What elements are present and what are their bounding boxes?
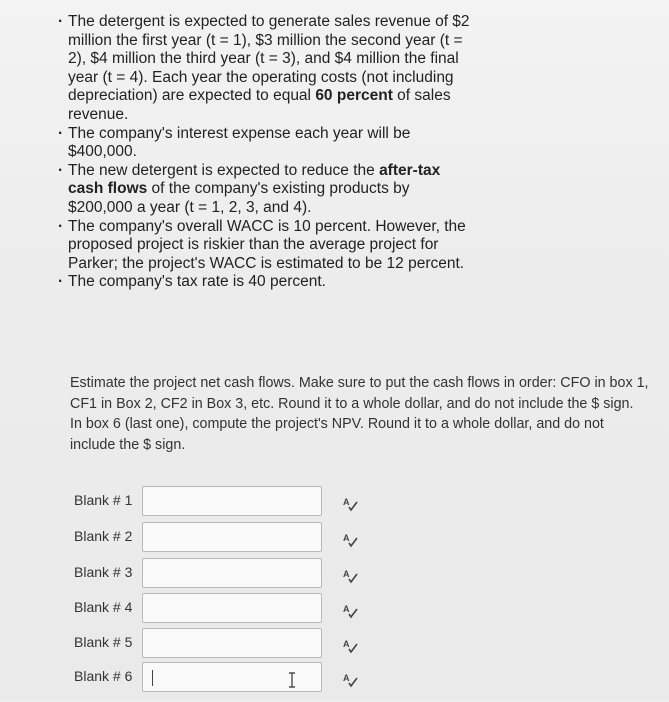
blank-label: Blank # 1: [74, 492, 133, 508]
blank-label: Blank # 2: [74, 528, 133, 544]
bullet-dot: [58, 162, 63, 181]
blank-row-6: [74, 668, 374, 702]
bullet-dot: [58, 125, 63, 144]
blank-label: Blank # 5: [74, 634, 133, 650]
question-instructions: [70, 373, 650, 455]
blank-input-1[interactable]: [142, 486, 322, 516]
blank-label: Blank # 3: [74, 564, 133, 580]
bullet-revenue: [58, 13, 478, 125]
bullet-dot: [58, 13, 63, 32]
spellcheck-icon[interactable]: [342, 672, 360, 690]
spellcheck-icon[interactable]: [342, 638, 360, 656]
blank-row-1: [74, 492, 374, 526]
bullet-interest: [58, 125, 478, 162]
blank-input-4[interactable]: [142, 593, 322, 623]
blank-row-2: [74, 528, 374, 562]
i-beam-cursor-icon: [286, 672, 298, 688]
bullet-text: The company's interest expense each year will be $400,000.: [68, 124, 411, 161]
blank-input-3[interactable]: [142, 558, 322, 588]
bullet-text: The company's overall WACC is 10 percent. However, the proposed project is riskier than the average project for Parker; the project's WACC is estimated to be 12 percent.: [68, 217, 466, 272]
svg-text:A: A: [343, 569, 350, 579]
bullet-wacc: [58, 218, 478, 274]
blank-label: Blank # 4: [74, 599, 133, 615]
svg-text:A: A: [343, 604, 350, 614]
bullet-text: The detergent is expected to generate sales revenue of $2 million the first year (t = 1), $3 million the second year (t = 2), $4 million the third year (t = 3), and $4 million the final year (t = 4). Each year the operating costs (not including depreciation) are expected to equal 60 percent of sales revenue.: [68, 13, 470, 123]
spellcheck-icon[interactable]: [342, 496, 360, 514]
svg-text:A: A: [343, 533, 350, 543]
bullet-text: The new detergent is expected to reduce the after-tax cash flows of the company's existing products by $200,000 a year (t = 1, 2, 3, and 4).: [68, 161, 441, 216]
svg-text:A: A: [343, 497, 350, 507]
blank-input-5[interactable]: [142, 628, 322, 658]
instruction-cash-flows: Estimate the project net cash flows. Make sure to put the cash flows in order: CFO in box 1, CF1 in Box 2, CF2 in Box 3, etc. Round it to a whole dollar, and do not include the $ sign.: [70, 375, 649, 412]
problem-bullets: [58, 13, 478, 292]
instruction-npv: In box 6 (last one), compute the project's NPV. Round it to a whole dollar, and do not include the $ sign.: [70, 416, 604, 453]
svg-text:A: A: [343, 639, 350, 649]
text-caret: [152, 670, 153, 686]
spellcheck-icon[interactable]: [342, 568, 360, 586]
bullet-text: The company's tax rate is 40 percent.: [68, 273, 326, 291]
blank-input-2[interactable]: [142, 522, 322, 552]
svg-text:A: A: [343, 673, 350, 683]
bullet-cannibalization: [58, 162, 478, 218]
bullet-dot: [58, 273, 63, 292]
bullet-dot: [58, 218, 63, 237]
blank-label: Blank # 6: [74, 668, 133, 684]
spellcheck-icon[interactable]: [342, 532, 360, 550]
bullet-tax-rate: [58, 273, 478, 292]
spellcheck-icon[interactable]: [342, 603, 360, 621]
